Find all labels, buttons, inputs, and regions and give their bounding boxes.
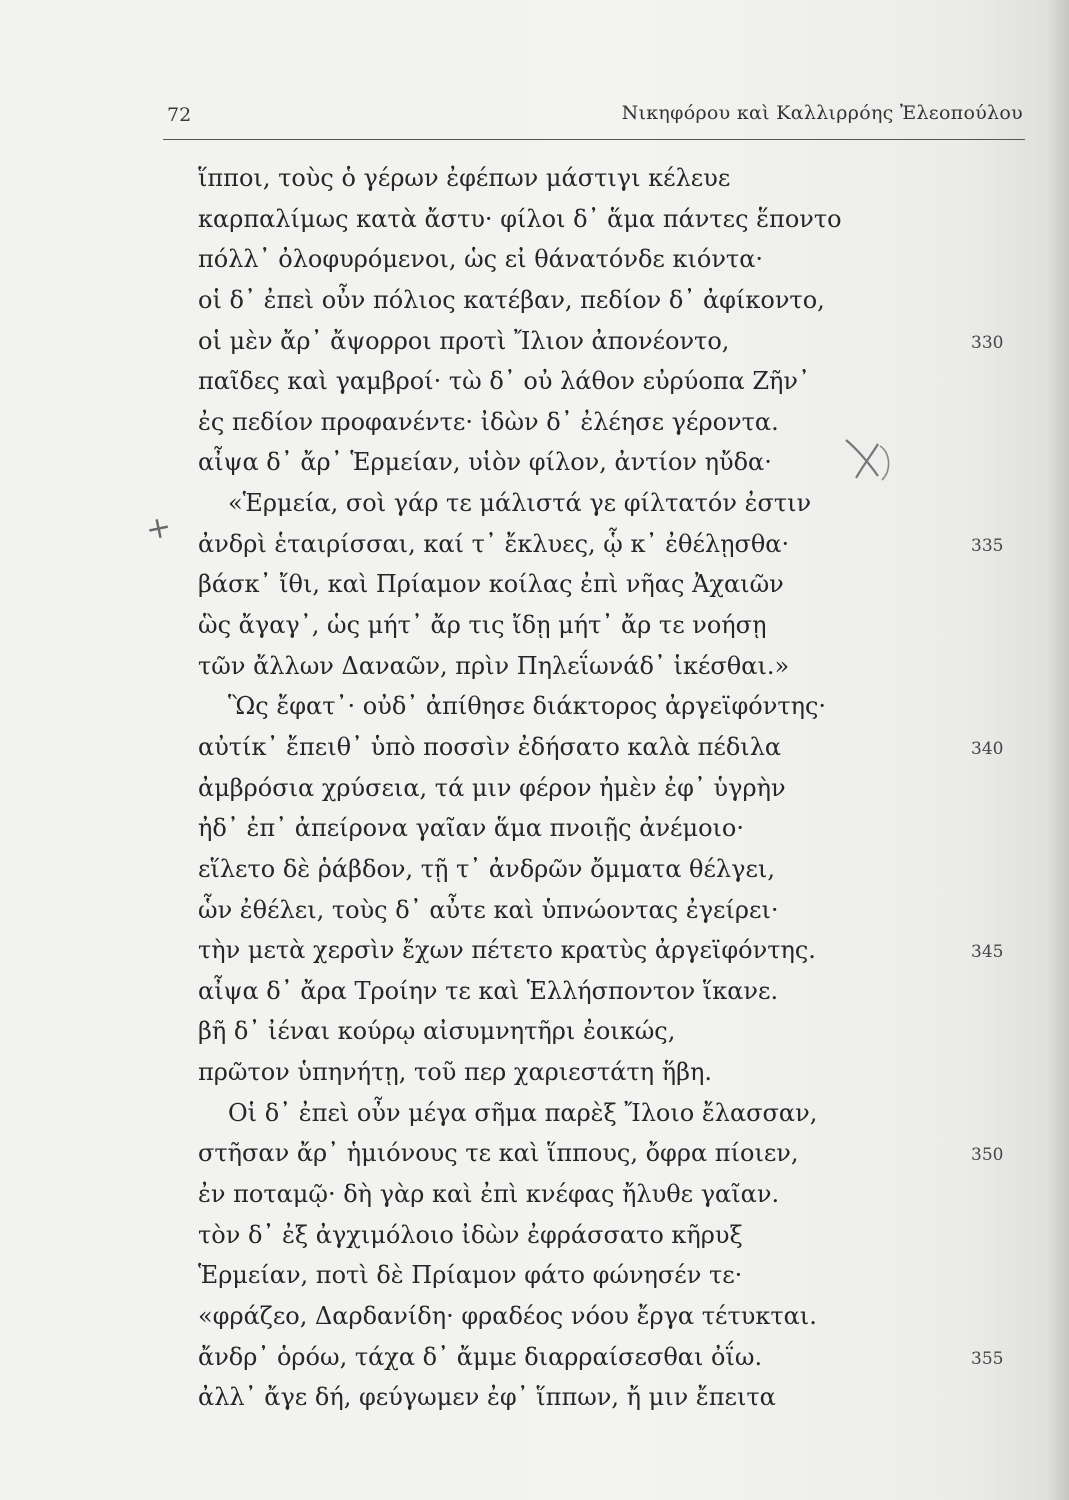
verse-line-text: εἵλετο δὲ ῥάβδον, τῇ τ᾽ ἀνδρῶν ὄμματα θέλγει,	[198, 854, 775, 883]
verse-line-text: πόλλ᾽ ὀλοφυρόμενοι, ὡς εἰ θάνατόνδε κιόντα·	[198, 245, 764, 274]
verse-line-text: Ὣς ἔφατ᾽· οὐδ᾽ ἀπίθησε διάκτορος ἀργεϊφόντης·	[228, 692, 827, 721]
verse-text	[198, 158, 1018, 1418]
verse-line	[198, 890, 1018, 931]
verse-line-text: «φράζεο, Δαρδανίδη· φραδέος νόου ἔργα τέτυκται.	[198, 1301, 817, 1330]
verse-line-text: τὸν δ᾽ ἐξ ἀγχιμόλοιο ἰδὼν ἐφράσσατο κῆρυξ	[198, 1220, 743, 1249]
verse-line	[198, 199, 1018, 240]
verse-line-text: ὧν ἐθέλει, τοὺς δ᾽ αὖτε καὶ ὑπνώοντας ἐγείρει·	[198, 895, 779, 924]
line-number: 355	[971, 1348, 1004, 1369]
verse-line-text: οἱ μὲν ἄρ᾽ ἄψορροι προτὶ Ἴλιον ἀπονέοντο,	[198, 326, 730, 355]
line-number: 330	[971, 332, 1004, 353]
verse-line-text: παῖδες καὶ γαμβροί· τὼ δ᾽ οὐ λάθον εὐρύοπα Ζῆν᾽	[198, 367, 811, 396]
verse-line-text: αἶψα δ᾽ ἄρα Τροίην τε καὶ Ἑλλήσποντον ἵκανε.	[198, 976, 779, 1005]
verse-line	[198, 1377, 1018, 1418]
verse-line-text: τὴν μετὰ χερσὶν ἔχων πέτετο κρατὺς ἀργεϊφόντης.	[198, 936, 816, 965]
verse-line-text: βῆ δ᾽ ἰέναι κούρῳ αἰσυμνητῆρι ἐοικώς,	[198, 1017, 676, 1046]
verse-line	[198, 808, 1018, 849]
verse-line-text: ἠδ᾽ ἐπ᾽ ἀπείρονα γαῖαν ἅμα πνοιῇς ἀνέμοιο·	[198, 814, 745, 843]
verse-line-text: τῶν ἄλλων Δαναῶν, πρὶν Πηλεΐωνάδ᾽ ἱκέσθαι.»	[198, 651, 790, 680]
margin-plus-mark: +	[142, 508, 175, 549]
header-rule	[163, 139, 1025, 140]
verse-line	[198, 1133, 1018, 1174]
verse-line-text: αἶψα δ᾽ ἄρ᾽ Ἑρμείαν, υἱὸν φίλον, ἀντίον ηὔδα·	[198, 448, 772, 477]
verse-line	[198, 686, 1018, 727]
verse-line	[198, 849, 1018, 890]
verse-line	[198, 605, 1018, 646]
verse-line	[198, 1093, 1018, 1134]
verse-line	[198, 524, 1018, 565]
verse-line	[198, 442, 1018, 483]
verse-line-text: ἐν ποταμῷ· δὴ γὰρ καὶ ἐπὶ κνέφας ἤλυθε γαῖαν.	[198, 1180, 780, 1209]
verse-line	[198, 402, 1018, 443]
verse-line	[198, 1011, 1018, 1052]
page-header	[163, 100, 1023, 140]
verse-line-text: αὐτίκ᾽ ἔπειθ᾽ ὑπὸ ποσσὶν ἐδήσατο καλὰ πέδιλα	[198, 732, 782, 761]
verse-line-text: καρπαλίμως κατὰ ἄστυ· φίλοι δ᾽ ἅμα πάντες ἕποντο	[198, 204, 842, 233]
verse-line	[198, 239, 1018, 280]
verse-line	[198, 1174, 1018, 1215]
verse-line-text: ἵπποι, τοὺς ὁ γέρων ἐφέπων μάστιγι κέλευε	[198, 164, 731, 192]
line-number: 335	[971, 535, 1004, 556]
verse-line	[198, 727, 1018, 768]
verse-line	[198, 280, 1018, 321]
verse-line	[198, 483, 1018, 524]
page-number: 72	[167, 104, 192, 126]
verse-line	[198, 646, 1018, 687]
page-edge-shadow	[1047, 0, 1069, 1500]
verse-line-text: Οἱ δ᾽ ἐπεὶ οὖν μέγα σῆμα παρὲξ Ἴλοιο ἔλασσαν,	[228, 1098, 818, 1127]
running-head: Νικηφόρου καὶ Καλλιρρόης Ἐλεοπούλου	[621, 102, 1023, 124]
line-number: 345	[971, 942, 1004, 963]
verse-line-text: βάσκ᾽ ἴθι, καὶ Πρίαμον κοίλας ἐπὶ νῆας Ἀχαιῶν	[198, 570, 784, 599]
verse-line	[198, 1052, 1018, 1093]
verse-line-text: οἱ δ᾽ ἐπεὶ οὖν πόλιος κατέβαν, πεδίον δ᾽ ἀφίκοντο,	[198, 285, 825, 314]
verse-line	[198, 930, 1018, 971]
verse-line	[198, 971, 1018, 1012]
verse-line	[198, 1255, 1018, 1296]
verse-line	[198, 1296, 1018, 1337]
verse-line-text: «Ἑρμεία, σοὶ γάρ τε μάλιστά γε φίλτατόν ἐστιν	[228, 489, 812, 518]
verse-line-text: ἄνδρ᾽ ὁρόω, τάχα δ᾽ ἄμμε διαρραίσεσθαι ὀΐω.	[198, 1342, 763, 1371]
verse-line	[198, 768, 1018, 809]
verse-line-text: ἀμβρόσια χρύσεια, τά μιν φέρον ἠμὲν ἐφ᾽ ὑγρὴν	[198, 773, 786, 802]
verse-line	[198, 564, 1018, 605]
verse-line	[198, 158, 1018, 199]
verse-line	[198, 321, 1018, 362]
verse-line-text: στῆσαν ἄρ᾽ ἡμιόνους τε καὶ ἵππους, ὄφρα πίοιεν,	[198, 1139, 799, 1168]
verse-line-text: Ἑρμείαν, ποτὶ δὲ Πρίαμον φάτο φώνησέν τε·	[198, 1261, 743, 1290]
line-number: 350	[971, 1145, 1004, 1166]
verse-line-text: ὣς ἄγαγ᾽, ὡς μήτ᾽ ἄρ τις ἴδῃ μήτ᾽ ἄρ τε νοήσῃ	[198, 611, 767, 640]
verse-line-text: ἀνδρὶ ἑταιρίσσαι, καί τ᾽ ἔκλυες, ᾧ κ᾽ ἐθέλῃσθα·	[198, 529, 790, 558]
verse-line	[198, 361, 1018, 402]
line-number: 340	[971, 738, 1004, 759]
verse-line	[198, 1337, 1018, 1378]
verse-line-text: ἐς πεδίον προφανέντε· ἰδὼν δ᾽ ἐλέησε γέροντα.	[198, 407, 779, 436]
verse-line-text: ἀλλ᾽ ἄγε δή, φεύγωμεν ἐφ᾽ ἵππων, ἤ μιν ἔπειτα	[198, 1383, 776, 1412]
verse-line	[198, 1215, 1018, 1256]
verse-line-text: πρῶτον ὑπηνήτῃ, τοῦ περ χαριεστάτη ἥβη.	[198, 1058, 713, 1087]
